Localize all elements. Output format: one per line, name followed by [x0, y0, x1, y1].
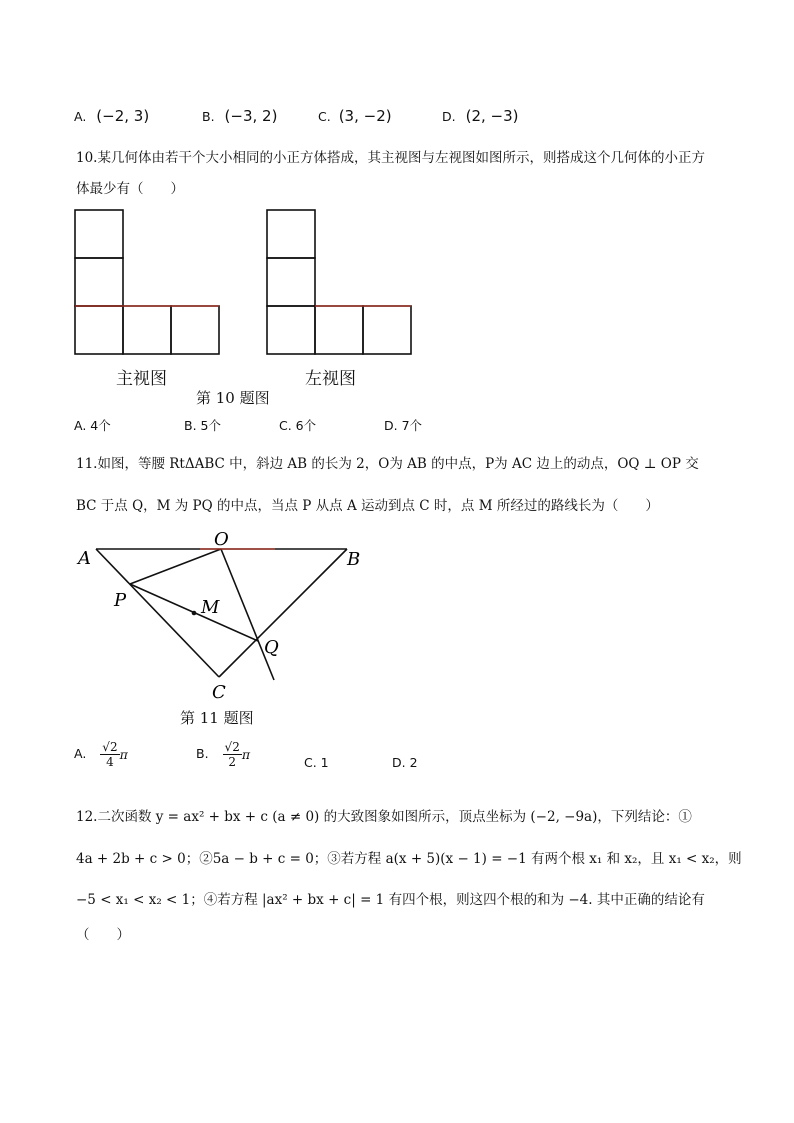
front-view-square-bottom-right	[171, 306, 219, 354]
q9-option-d-value: (2, −3)	[465, 107, 519, 125]
q11-figure-caption: 第 11 题图	[180, 709, 254, 727]
label-O: O	[214, 529, 229, 550]
q11-stem-line1: 11.如图，等腰 RtΔABC 中，斜边 AB 的长为 2，O为 AB 的中点，P为 AC 边上的动点，OQ ⊥ OP 交	[76, 456, 699, 472]
q12-stem-line2: 4a + 2b + c > 0；②5a − b + c = 0；③若方程 a(x + 5)(x − 1) = −1 有两个根 x₁ 和 x₂，且 x₁ < x₂，则	[76, 851, 742, 867]
q11-stem-line2: BC 于点 Q，M 为 PQ 的中点，当点 P 从点 A 运动到点 C 时，点 M 所经过的路线长为（ ）	[76, 498, 659, 514]
left-view-square-middle	[267, 258, 315, 306]
q12-stem-line1: 12.二次函数 y = ax² + bx + c (a ≠ 0) 的大致图象如图所示，顶点坐标为 (−2, −9a)，下列结论：①	[76, 809, 692, 825]
q10-stem-line1: 10.某几何体由若干个大小相同的小正方体搭成，其主视图与左视图如图所示，则搭成这个几何体的小正方	[76, 150, 705, 166]
point-M	[192, 611, 197, 616]
segment-BC	[219, 549, 347, 677]
q11-option-a-pi: π	[119, 747, 128, 762]
segment-OP	[130, 549, 221, 584]
q11-option-a-numerator: √2	[102, 740, 118, 754]
label-M: M	[201, 597, 220, 618]
label-A: A	[78, 548, 91, 569]
q10-option-c: C. 6个	[279, 418, 317, 433]
left-view-square-bottom-left	[267, 306, 315, 354]
q9-option-c-label: C.	[318, 109, 331, 124]
q9-option-a-label: A.	[74, 109, 87, 124]
q12-stem-line4: （ ）	[76, 927, 130, 943]
q11-option-a-fraction	[100, 740, 119, 769]
q11-option-c: C. 1	[304, 755, 329, 770]
left-view-square-bottom-right	[363, 306, 411, 354]
front-view-caption: 主视图	[116, 369, 167, 389]
q12-stem-line3: −5 < x₁ < x₂ < 1；④若方程 |ax² + bx + c| = 1 有四个根，则这四个根的和为 −4. 其中正确的结论有	[76, 892, 705, 908]
front-view-square-top	[75, 210, 123, 258]
q11-option-a	[74, 740, 128, 769]
q11-option-b-denominator: 2	[228, 755, 236, 769]
q10-option-a: A. 4个	[74, 418, 111, 433]
q9-option-c	[318, 107, 392, 125]
q11-option-b-pi: π	[241, 747, 251, 762]
label-P: P	[114, 590, 127, 611]
left-view-caption: 左视图	[305, 369, 356, 389]
label-Q: Q	[264, 637, 279, 658]
front-view-square-bottom-middle	[123, 306, 171, 354]
q11-option-b	[196, 740, 250, 769]
q9-option-d	[442, 107, 519, 125]
q9-option-d-label: D.	[442, 109, 456, 124]
left-view-square-top	[267, 210, 315, 258]
q11-figure	[60, 520, 390, 710]
left-view-squares	[267, 210, 411, 354]
q10-option-d: D. 7个	[384, 418, 423, 433]
label-C: C	[212, 682, 226, 703]
q11-option-b-fraction	[223, 740, 242, 769]
q11-option-a-label: A.	[74, 746, 87, 761]
q9-option-b	[202, 107, 277, 125]
front-view-square-middle	[75, 258, 123, 306]
label-B: B	[347, 549, 361, 570]
q11-option-b-label: B.	[196, 746, 209, 761]
q10-option-b: B. 5个	[184, 418, 221, 433]
front-view-squares	[75, 210, 219, 354]
q11-option-d: D. 2	[392, 755, 418, 770]
q9-option-a	[74, 107, 149, 125]
q11-option-b-numerator: √2	[224, 740, 240, 754]
q10-stem-line2: 体最少有（ ）	[76, 181, 184, 197]
front-view-square-bottom-left	[75, 306, 123, 354]
q9-option-b-value: (−3, 2)	[224, 107, 278, 125]
q9-option-a-value: (−2, 3)	[96, 107, 150, 125]
segment-OQ-extended	[221, 549, 274, 680]
q9-option-b-label: B.	[202, 109, 215, 124]
q11-option-a-denominator: 4	[106, 755, 114, 769]
q9-option-c-value: (3, −2)	[338, 107, 392, 125]
q10-figure-caption: 第 10 题图	[196, 389, 270, 407]
left-view-square-bottom-middle	[315, 306, 363, 354]
